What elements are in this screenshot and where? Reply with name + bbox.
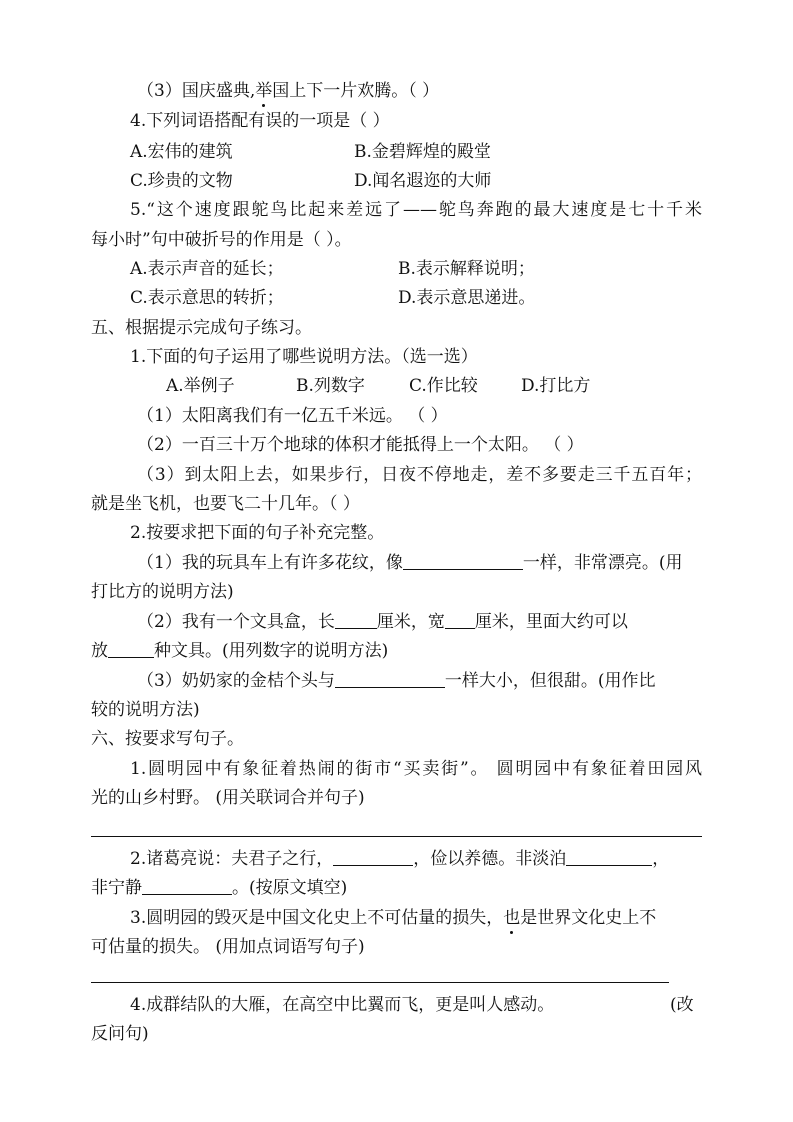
option-4-4-b: B.金碧辉煌的殿堂 [354, 142, 491, 162]
method-option-b: B.列数字 [296, 376, 365, 396]
fill-blank[interactable] [335, 670, 445, 688]
section-5-q1-s3-line2: 就是坐飞机，也要飞二十几年。（ ） [91, 494, 360, 514]
dotted-char: 举 [255, 81, 273, 101]
section-5-heading: 五、根据提示完成句子练习。 [91, 318, 312, 338]
question-4-5-line1: 5.“这个速度跟鸵鸟比起来差远了——鸵鸟奔跑的最大速度是七十千米 [130, 200, 702, 220]
section-6-q4-line2: 反问句) [91, 1024, 149, 1044]
fill-blank[interactable] [333, 848, 413, 866]
section-6-q1-line1: 1.圆明园中有象征着热闹的街市“买卖街”。 圆明园中有象征着田园风 [130, 759, 702, 779]
section-5-q1-s2: （2）一百三十万个地球的体积才能抵得上一个太阳。 （ ） [137, 435, 584, 455]
section-5-q1-s3-line1: （3）到太阳上去，如果步行，日夜不停地走，差不多要走三千五百年； [137, 465, 702, 485]
section-5-q2-s1: （1）我的玩具车上有许多花纹，像 一样，非常漂亮。(用 [137, 553, 683, 573]
option-4-5-d: D.表示意思递进。 [398, 288, 536, 308]
section-6-q1-line2: 光的山乡村野。 (用关联词合并句子) [91, 788, 365, 808]
section-6-q2: 2.诸葛亮说：夫君子之行， ，俭以养德。非淡泊 ， [130, 849, 670, 869]
section-5-q2-s1-line2: 打比方的说明方法) [91, 582, 234, 602]
section-5-q1-s1: （1）太阳离我们有一亿五千米远。 （ ） [137, 406, 448, 426]
fill-blank[interactable] [142, 877, 232, 895]
section-6-q4-line1-end: (改 [670, 995, 694, 1015]
option-4-5-a: A.表示声音的延长； [130, 259, 284, 279]
option-4-4-a: A.宏伟的建筑 [130, 142, 233, 162]
option-4-5-b: B.表示解释说明； [398, 259, 535, 279]
section-5-q2-s3-line2: 较的说明方法) [91, 700, 200, 720]
fill-blank[interactable] [108, 640, 154, 658]
question-4-5-line2: 每小时”句中破折号的作用是（ ）。 [91, 230, 352, 250]
section-5-q2-s2-line2: 放 种文具。(用列数字的说明方法) [91, 641, 389, 661]
method-option-a: A.举例子 [166, 376, 235, 396]
section-6-q3-line2: 可估量的损失。 (用加点词语写句子) [91, 937, 365, 957]
section-5-q1-stem: 1.下面的句子运用了哪些说明方法。（选一选） [130, 347, 478, 367]
fill-blank[interactable] [403, 552, 523, 570]
section-6-q3-line1: 3.圆明园的毁灭是中国文化史上不可估量的损失，也是世界文化史上不 [130, 908, 657, 928]
question-4-4-stem: 4.下列词语搭配有误的一项是（ ） [130, 111, 390, 131]
fill-blank[interactable] [566, 848, 652, 866]
section-5-q2-s3: （3）奶奶家的金桔个头与 一样大小，但很甜。(用作比 [137, 671, 656, 691]
fill-blank[interactable] [445, 611, 475, 629]
dotted-char: 也 [503, 908, 521, 928]
answer-line[interactable] [91, 836, 702, 837]
option-4-4-c: C.珍贵的文物 [130, 171, 233, 191]
method-option-c: C.作比较 [409, 376, 478, 396]
method-option-d: D.打比方 [521, 376, 591, 396]
question-4-3: （3）国庆盛典,举国上下一片欢腾。（ ） [137, 81, 440, 101]
section-5-q2-s2: （2）我有一个文具盒，长 厘米，宽 厘米，里面大约可以 [137, 612, 628, 632]
section-6-heading: 六、按要求写句子。 [91, 729, 244, 749]
option-4-5-c: C.表示意思的转折； [130, 288, 284, 308]
section-6-q4-line1: 4.成群结队的大雁，在高空中比翼而飞，更是叫人感动。 [130, 995, 555, 1015]
option-4-4-d: D.闻名遐迩的大师 [354, 171, 492, 191]
answer-line[interactable] [91, 982, 669, 983]
fill-blank[interactable] [335, 611, 377, 629]
section-6-q2-line2: 非宁静 。(按原文填空) [91, 878, 348, 898]
section-5-q2-stem: 2.按要求把下面的句子补充完整。 [130, 523, 385, 543]
